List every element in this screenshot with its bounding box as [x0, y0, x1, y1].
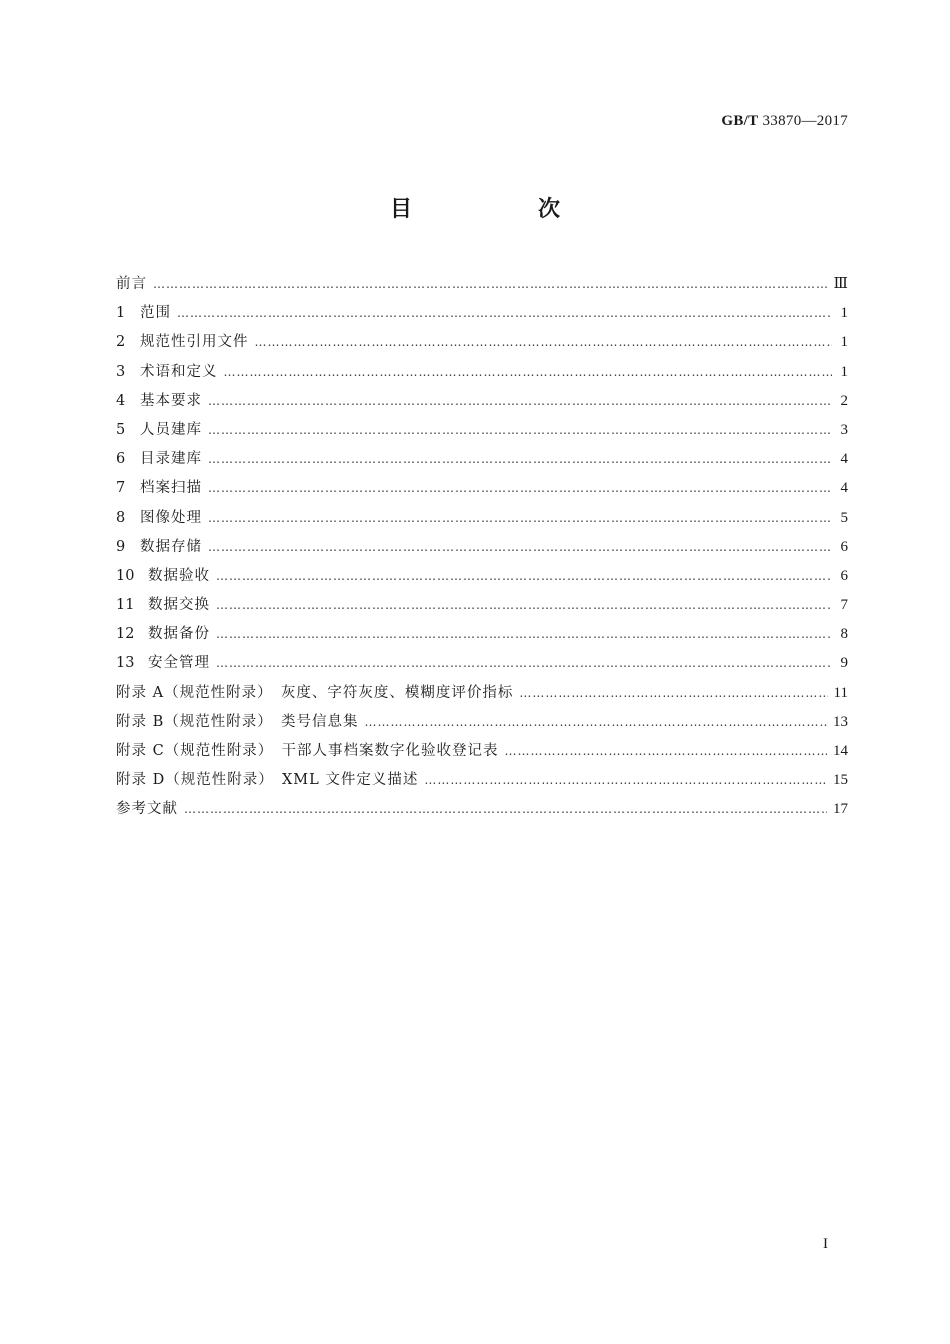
- toc-dot-leader: [208, 416, 832, 445]
- toc-dot-leader: [224, 358, 833, 387]
- toc-dot-leader: [208, 474, 832, 503]
- toc-dot-leader: [208, 533, 832, 562]
- toc-entry[interactable]: [116, 474, 848, 503]
- toc-entry-number: 4: [116, 392, 126, 409]
- toc-dot-leader: [216, 562, 832, 591]
- toc-dot-leader: [177, 299, 832, 328]
- toc-entry[interactable]: [116, 328, 848, 357]
- standard-code: GB/T: [721, 113, 759, 129]
- toc-entry-page: 7: [840, 597, 848, 614]
- toc-entry-label: 数据备份: [148, 626, 210, 643]
- toc-entry-number: 11: [116, 597, 135, 614]
- toc-entry-number: 7: [116, 480, 126, 497]
- toc-entry-page: 5: [840, 509, 848, 526]
- toc-entry-page: 6: [840, 538, 848, 555]
- toc-entry-number: 1: [116, 305, 126, 322]
- toc-entry-label: 附录 D（规范性附录） XML 文件定义描述: [116, 772, 419, 789]
- toc-entry[interactable]: [116, 299, 848, 328]
- toc-entry[interactable]: [116, 795, 848, 824]
- toc-entry-label: 人员建库: [140, 421, 202, 438]
- toc-entry[interactable]: [116, 533, 848, 562]
- toc-entry-page: 1: [840, 334, 848, 351]
- toc-entry-label: 数据存储: [140, 538, 202, 555]
- toc-entry-page: 8: [840, 626, 848, 643]
- toc-entry[interactable]: [116, 387, 848, 416]
- toc-entry[interactable]: [116, 270, 848, 299]
- toc-entry-label: 档案扫描: [140, 480, 202, 497]
- toc-entry-page: Ⅲ: [833, 276, 848, 292]
- toc-entry[interactable]: [116, 679, 848, 708]
- toc-dot-leader: [365, 708, 827, 737]
- toc-entry-label: 图像处理: [140, 509, 202, 526]
- toc-entry[interactable]: [116, 591, 848, 620]
- toc-entry[interactable]: [116, 562, 848, 591]
- toc-dot-leader: [208, 387, 832, 416]
- toc-entry[interactable]: [116, 766, 848, 795]
- toc-entry-number: 2: [116, 334, 126, 351]
- toc-dot-leader: [208, 504, 832, 533]
- toc-entry-page: 2: [840, 392, 848, 409]
- toc-entry-number: 12: [116, 626, 135, 643]
- toc-entry-page: 1: [840, 363, 848, 380]
- table-of-contents: [116, 270, 848, 825]
- toc-entry-page: 1: [840, 305, 848, 322]
- toc-entry-number: 8: [116, 509, 126, 526]
- toc-entry-page: 4: [840, 451, 848, 468]
- toc-entry-page: 4: [840, 480, 848, 497]
- toc-dot-leader: [208, 445, 832, 474]
- toc-entry-number: 3: [116, 363, 126, 380]
- toc-entry-number: 13: [116, 655, 135, 672]
- toc-dot-leader: [255, 328, 833, 357]
- page-number: I: [823, 1236, 828, 1252]
- standard-year: 33870—2017: [762, 113, 848, 129]
- toc-entry[interactable]: [116, 708, 848, 737]
- toc-title: 目 次: [389, 197, 612, 222]
- toc-entry-number: 6: [116, 451, 126, 468]
- toc-entry-label: 目录建库: [140, 451, 202, 468]
- toc-entry[interactable]: [116, 504, 848, 533]
- toc-entry-label: 安全管理: [148, 655, 210, 672]
- toc-entry-number: 5: [116, 421, 126, 438]
- toc-entry-label: 范围: [140, 305, 171, 322]
- toc-dot-leader: [216, 649, 832, 678]
- toc-entry-page: 14: [833, 743, 848, 759]
- toc-entry-page: 9: [840, 655, 848, 672]
- toc-entry-label: 基本要求: [140, 392, 202, 409]
- toc-entry[interactable]: [116, 620, 848, 649]
- toc-dot-leader: [504, 737, 827, 766]
- toc-entry-label: 附录 B（规范性附录） 类号信息集: [116, 713, 359, 730]
- toc-entry-label: 附录 C（规范性附录） 干部人事档案数字化验收登记表: [116, 743, 499, 759]
- toc-entry[interactable]: [116, 445, 848, 474]
- toc-entry[interactable]: [116, 649, 848, 678]
- toc-dot-leader: [519, 679, 827, 708]
- toc-dot-leader: [153, 270, 828, 299]
- toc-entry-label: 数据验收: [148, 567, 210, 584]
- toc-entry-number: 10: [116, 567, 135, 584]
- toc-entry[interactable]: [116, 737, 848, 766]
- toc-entry-label: 术语和定义: [140, 363, 218, 380]
- toc-entry-label: 前言: [116, 276, 147, 292]
- standard-number: [721, 113, 848, 130]
- toc-entry-page: 3: [840, 421, 848, 438]
- toc-entry-page: 6: [840, 567, 848, 584]
- toc-entry-number: 9: [116, 538, 126, 555]
- toc-entry-label: 规范性引用文件: [140, 334, 249, 351]
- toc-entry-label: 附录 A（规范性附录） 灰度、字符灰度、模糊度评价指标: [116, 684, 514, 701]
- toc-entry-page: 11: [833, 684, 848, 701]
- toc-entry-label: 数据交换: [148, 597, 210, 614]
- toc-entry-page: 13: [833, 713, 848, 730]
- toc-entry-page: 15: [833, 772, 848, 789]
- toc-entry-label: 参考文献: [116, 801, 178, 818]
- toc-entry-page: 17: [833, 801, 848, 818]
- toc-dot-leader: [216, 620, 832, 649]
- toc-entry[interactable]: [116, 416, 848, 445]
- toc-entry[interactable]: [116, 358, 848, 387]
- toc-dot-leader: [184, 795, 827, 824]
- toc-dot-leader: [216, 591, 832, 620]
- toc-dot-leader: [424, 766, 827, 795]
